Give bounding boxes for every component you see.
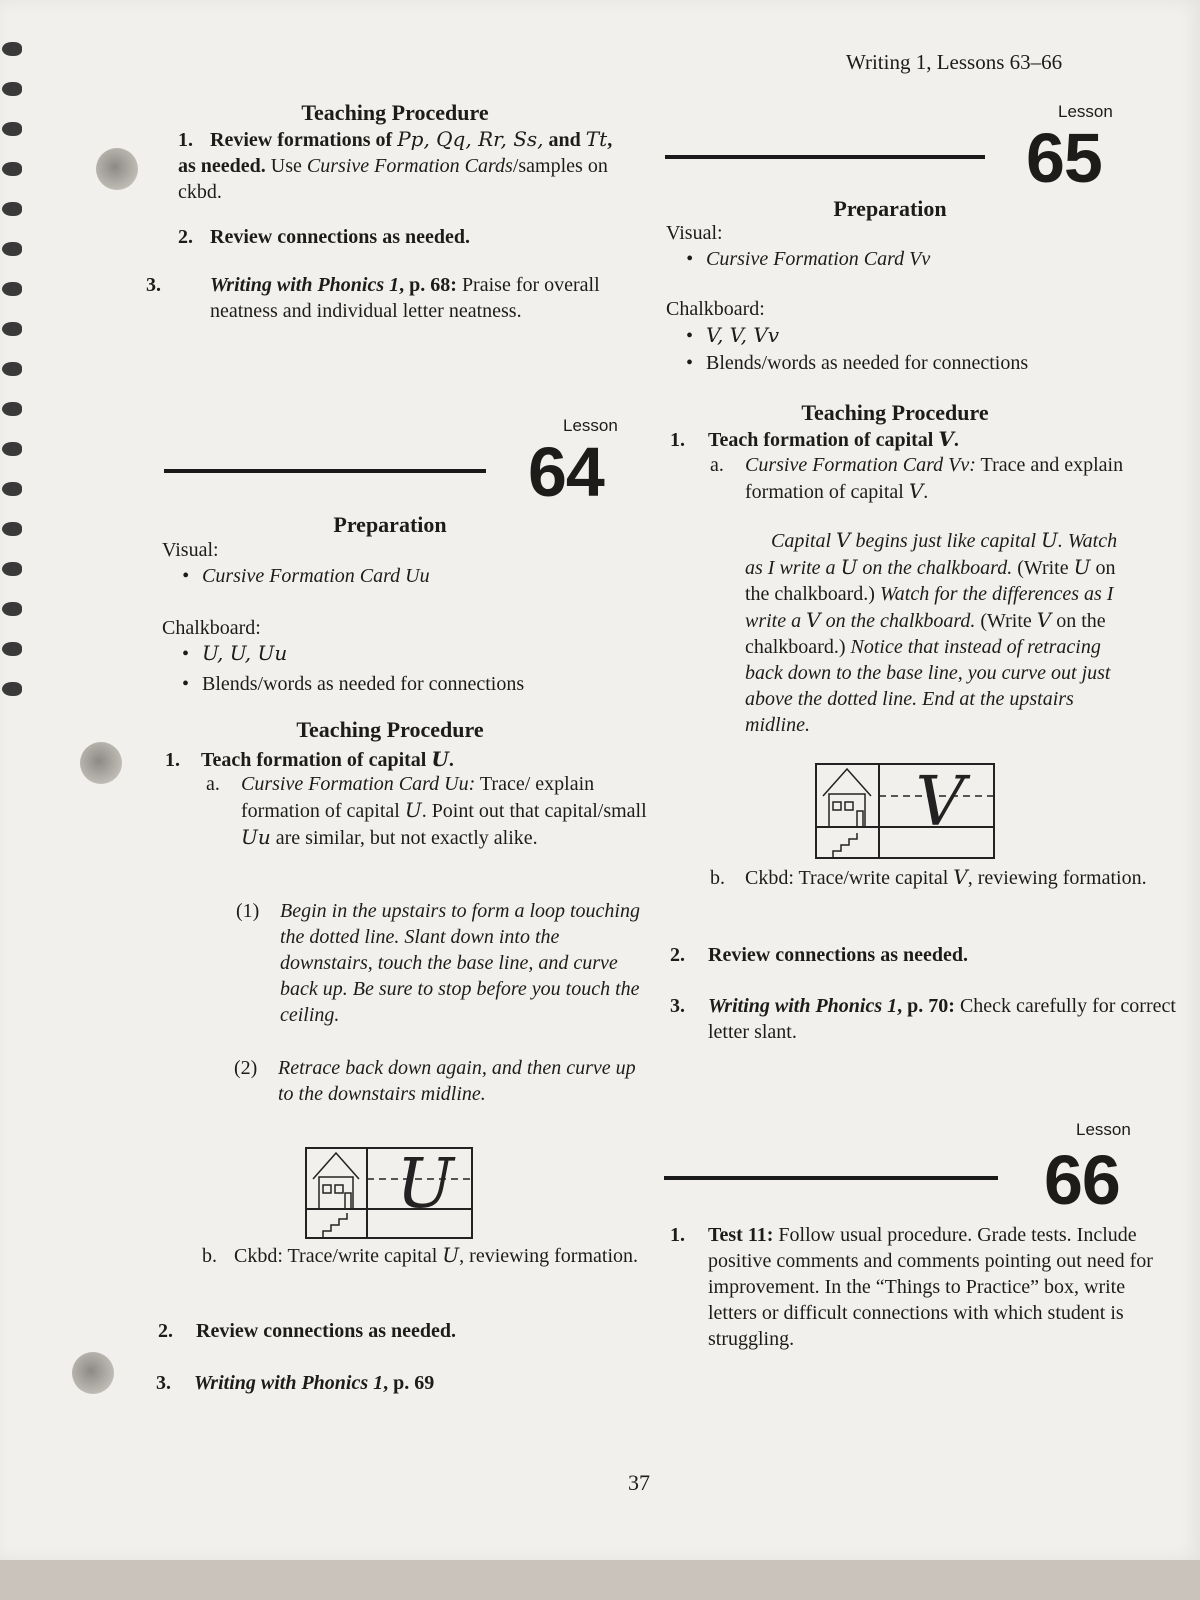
l65-item-3: 3. Writing with Phonics 1, p. 70: Check carefully for correct letter slant. (670, 995, 1176, 1043)
house-icon (313, 1153, 359, 1237)
l64-item-2: 2. Review connections as needed. (158, 1320, 456, 1342)
l64-chalkboard-cursive: • U, U, Uu (182, 640, 287, 667)
lesson-65-label: Lesson (1058, 102, 1113, 121)
l64-teaching-heading: Teaching Procedure (296, 717, 484, 742)
l64-item-1: 1. Teach formation of capital U. (165, 747, 454, 771)
l64-preparation-heading: Preparation (333, 512, 447, 537)
l65-item-1a: a. Cursive Formation Card Vv: Trace and explain formation of capital V. (710, 454, 1124, 503)
l63-item-2: 2. Review connections as needed. (178, 226, 470, 248)
diagram-letter: U (396, 1147, 454, 1224)
l64-step-2: (2) Retrace back down again, and then curve up to the downstairs midline. (234, 1057, 636, 1105)
l65-chalkboard-item: • Blends/words as needed for connections (686, 350, 1028, 376)
page-number: 37 (628, 1470, 650, 1495)
diagram-letter: V (915, 763, 965, 842)
l64-visual-label: Visual: (162, 539, 219, 561)
desk-surface (0, 1560, 1200, 1600)
punch-hole (72, 1352, 114, 1394)
l64-step-1: (1) Begin in the upstairs to form a loop touching the dotted line. Slant down into the downstairs, touch the base line, and curve back up. Be sure to stop before you touch the ceiling. (236, 900, 640, 1026)
l65-item-2: 2. Review connections as needed. (670, 944, 968, 966)
lesson-66-rule (664, 1176, 998, 1180)
lesson-65-number: 65 (1026, 119, 1102, 197)
lesson-66-label: Lesson (1076, 1120, 1131, 1139)
l63-item-1: 1. Review formations of Pp, Qq, Rr, Ss, and Tt, as needed. Use Cursive Formation Cards/samples on ckbd. (178, 127, 613, 203)
l64-item-1a: a. Cursive Formation Card Uu: Trace/ explain formation of capital U. Point out that capital/small Uu are similar, but not exactly alike. (206, 773, 647, 849)
l63-item-3: 3. Writing with Phonics 1, p. 68: Praise for overall neatness and individual letter neatness. (146, 274, 600, 322)
l64-item-1b: b. Ckbd: Trace/write capital U, reviewing formation. (202, 1243, 638, 1267)
punch-hole (96, 148, 138, 190)
running-head: Writing 1, Lessons 63–66 (846, 50, 1063, 74)
lesson-64-label: Lesson (563, 416, 618, 435)
house-icon (823, 769, 871, 857)
l65-chalkboard-cursive: • V, V, Vv (686, 322, 779, 349)
l65-visual-item: • Cursive Formation Card Vv (686, 246, 930, 272)
l66-item-1: 1. Test 11: Follow usual procedure. Grade tests. Include positive comments and comments pointing out need for improvement. In the “Things to Practice” box, write letters or difficult connections with which student is struggling. (670, 1224, 1153, 1350)
l65-visual-label: Visual: (666, 222, 723, 244)
lesson-65-rule (665, 155, 985, 159)
spiral-binding (0, 30, 26, 710)
lesson-64-number: 64 (528, 433, 604, 511)
l65-teaching-heading: Teaching Procedure (801, 400, 989, 425)
l65-teacher-script: Capital V begins just like capital U. Watch as I write a U on the chalkboard. (Write U on the chalkboard.) Watch for the differences as I write a V on the chalkboard. (Write V on the chalkboard.) Notice that instead of retracing back down to the base line, you curve out just above the dotted line. End at the upstairs midline. (745, 528, 1118, 736)
l65-item-1b: b. Ckbd: Trace/write capital V, reviewing formation. (710, 865, 1147, 889)
l64-chalkboard-label: Chalkboard: (162, 617, 261, 639)
letter-v-formation-diagram (815, 763, 995, 859)
l64-visual-item: • Cursive Formation Card Uu (182, 563, 430, 589)
l65-item-1: 1. Teach formation of capital V. (670, 427, 959, 451)
letter-u-formation-diagram (305, 1147, 473, 1239)
lesson-66-number: 66 (1044, 1141, 1120, 1219)
lesson-64-rule (164, 469, 486, 473)
teaching-procedure-heading: Teaching Procedure (301, 100, 489, 125)
l64-chalkboard-item: • Blends/words as needed for connections (182, 671, 524, 697)
l65-preparation-heading: Preparation (833, 196, 947, 221)
punch-hole (80, 742, 122, 784)
l64-item-3: 3. Writing with Phonics 1, p. 69 (156, 1372, 435, 1394)
l65-chalkboard-label: Chalkboard: (666, 298, 765, 320)
